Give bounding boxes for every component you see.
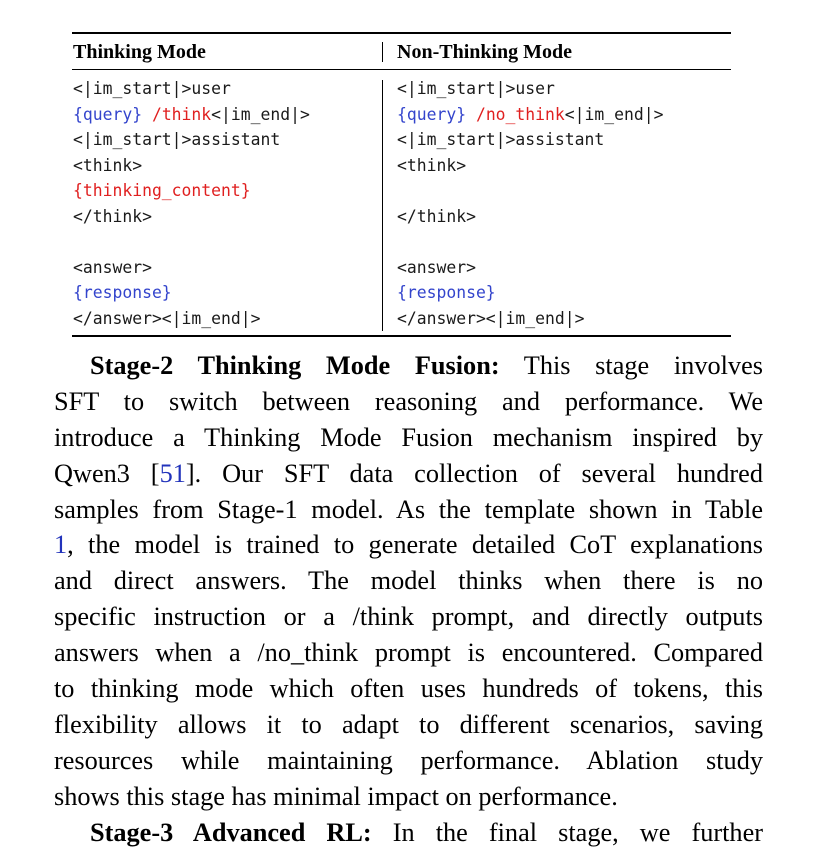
text-line: [54, 671, 763, 707]
text-line: [54, 492, 763, 528]
text-line: [54, 456, 763, 492]
paragraph-stage-3: [54, 815, 763, 851]
table-top-rule: [72, 32, 731, 34]
code-token: <answer>: [397, 257, 476, 277]
paragraph-heading: Stage-2 Thinking Mode Fusion:: [90, 351, 500, 380]
code-token: </think>: [397, 206, 476, 226]
table-bottom-rule: [72, 335, 731, 337]
text-run: introduce a Thinking Mode Fusion mechanism inspired by: [54, 422, 763, 452]
text-line: [54, 743, 763, 779]
code-token: <|im_start|>user: [73, 79, 231, 98]
code-line: [397, 127, 663, 153]
text-run: and direct answers. The model thinks when there is no: [54, 566, 763, 596]
code-line: [397, 280, 663, 306]
text-line: [54, 779, 763, 815]
prompt-template-table: [72, 32, 731, 337]
code-line: [73, 306, 310, 332]
non-thinking-mode-template: [397, 76, 663, 331]
code-token: <|im_start|>assistant: [73, 130, 281, 149]
code-token: /no_think: [466, 104, 565, 124]
paragraph-stage-2: [54, 348, 763, 815]
text-line: [54, 599, 763, 635]
code-line: [73, 102, 310, 128]
code-token: {response}: [73, 283, 172, 302]
column-header-non-thinking-mode: Non-Thinking Mode: [397, 41, 573, 63]
text-run: In the final stage, we further: [371, 818, 764, 847]
code-line: [73, 127, 310, 153]
code-token: <answer>: [73, 257, 152, 277]
table-header-rule: [72, 69, 731, 70]
text-run: Qwen3 [: [54, 458, 160, 488]
code-token: </answer><|im_end|>: [73, 308, 261, 328]
code-token: </answer><|im_end|>: [397, 308, 585, 328]
text-run: , the model is trained to generate detailed CoT explanations: [67, 530, 763, 560]
code-line: [397, 102, 663, 128]
code-token: <|im_end|>: [211, 104, 310, 124]
code-line: [397, 306, 663, 332]
text-line: [54, 348, 763, 384]
code-token: {response}: [397, 283, 496, 302]
text-run: resources while maintaining performance. Ablation study: [54, 745, 763, 775]
text-run: to thinking mode which often uses hundreds of tokens, this: [54, 674, 763, 704]
text-line: [54, 527, 763, 563]
header-column-divider: [382, 42, 383, 62]
text-run: specific instruction or a /think prompt, and directly outputs: [54, 602, 763, 632]
text-line: [54, 815, 763, 851]
code-line: [397, 255, 663, 281]
code-token: {query}: [397, 104, 467, 124]
text-run: flexibility allows it to adapt to different scenarios, saving: [54, 709, 763, 739]
code-token: {thinking_content}: [73, 181, 251, 200]
text-run: ]. Our SFT data collection of several hundred: [185, 458, 763, 488]
code-line: [397, 178, 663, 204]
code-token: </think>: [73, 206, 152, 226]
body-column-divider: [382, 80, 383, 331]
code-token: <|im_start|>assistant: [397, 130, 605, 149]
text-line: [54, 420, 763, 456]
code-token: <think>: [73, 155, 143, 175]
code-token: <think>: [397, 155, 467, 175]
column-header-thinking-mode: Thinking Mode: [73, 41, 206, 63]
citation-link[interactable]: 51: [159, 458, 186, 488]
code-line: [397, 76, 663, 102]
code-line: [73, 255, 310, 281]
code-line: [73, 204, 310, 230]
text-line: [54, 384, 763, 420]
code-line: [73, 229, 310, 255]
code-line: [397, 153, 663, 179]
text-run: SFT to switch between reasoning and performance. We: [54, 386, 763, 416]
code-line: [73, 153, 310, 179]
code-line: [397, 229, 663, 255]
thinking-mode-template: [73, 76, 310, 331]
text-line: [54, 635, 763, 671]
citation-link[interactable]: 1: [54, 530, 68, 560]
code-line: [73, 76, 310, 102]
text-line: [54, 707, 763, 743]
code-line: [397, 204, 663, 230]
text-run: shows this stage has minimal impact on performance.: [54, 781, 618, 811]
code-line: [73, 178, 310, 204]
text-run: answers when a /no_think prompt is encountered. Compared: [54, 638, 763, 668]
text-line: [54, 563, 763, 599]
text-run: This stage involves: [499, 351, 763, 380]
code-token: <|im_start|>user: [397, 79, 555, 98]
code-token: {query}: [73, 104, 143, 124]
code-token: /think: [142, 104, 212, 124]
text-run: samples from Stage-1 model. As the template shown in Table: [54, 494, 763, 524]
code-token: <|im_end|>: [564, 104, 664, 124]
paragraph-heading: Stage-3 Advanced RL:: [90, 818, 372, 847]
code-line: [73, 280, 310, 306]
